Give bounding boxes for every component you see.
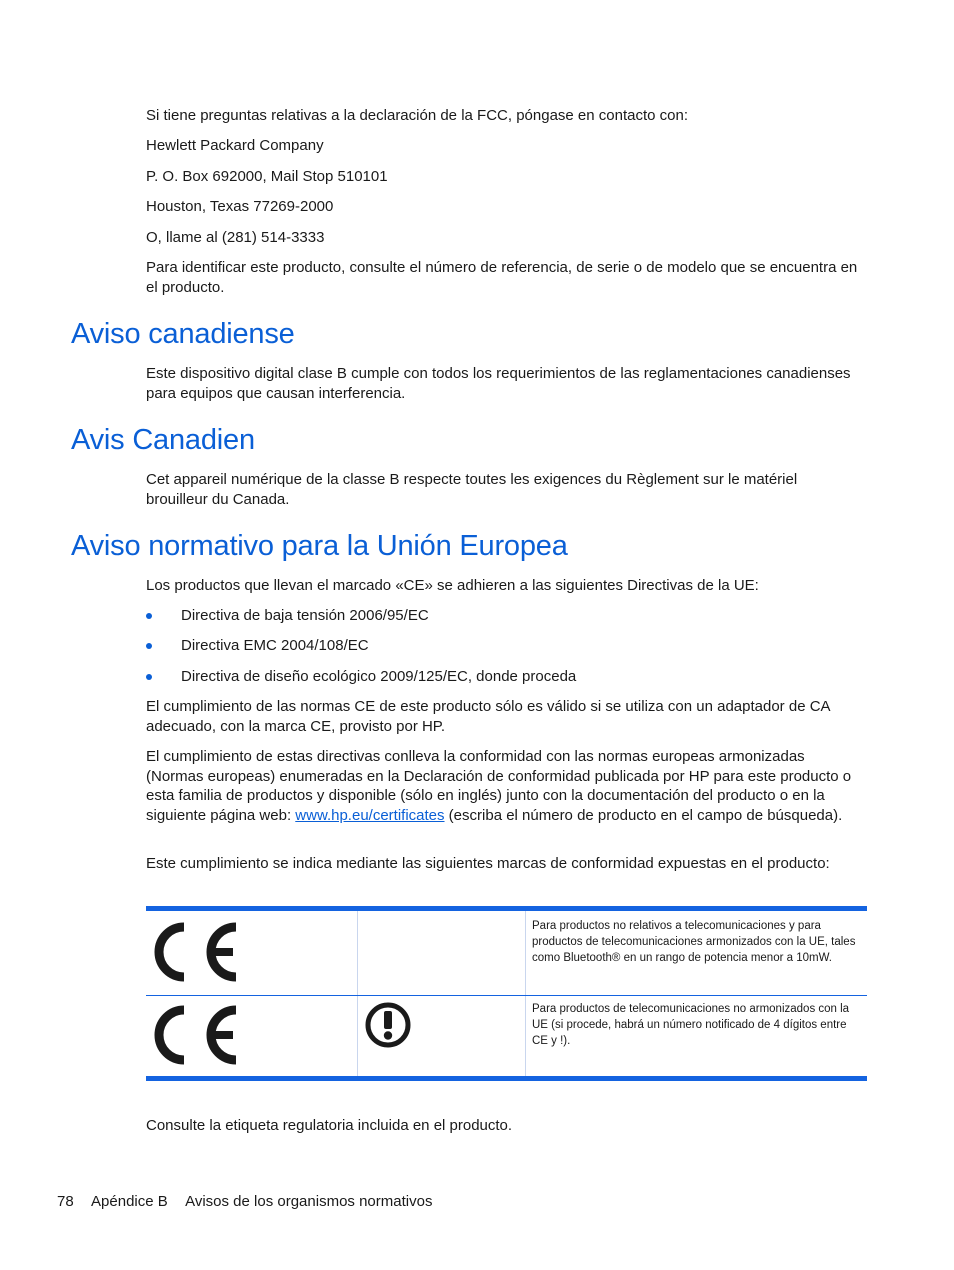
- footer-appendix: Apéndice B: [91, 1193, 168, 1210]
- bullet-icon: [146, 674, 152, 680]
- bullet-icon: [146, 643, 152, 649]
- compliance-text-end: (escriba el número de producto en el campo de búsqueda).: [444, 806, 843, 824]
- table-row-rule: [146, 995, 867, 996]
- heading-aviso-canadiense: Aviso canadiense: [71, 318, 295, 350]
- table-column-divider: [357, 911, 358, 1076]
- canada-es-text: Este dispositivo digital clase B cumple con todos los requerimientos de las reglamentaciones canadienses para equipos que causan interferencia.: [146, 365, 851, 402]
- table-bottom-rule: [146, 1076, 867, 1081]
- fcc-intro: Si tiene preguntas relativas a la declaración de la FCC, póngase en contacto con:: [146, 107, 688, 124]
- table-column-divider: [525, 911, 526, 1076]
- alert-exclamation-icon: [363, 1000, 413, 1055]
- directive-label: Directiva de baja tensión 2006/95/EC: [181, 607, 429, 624]
- fcc-company: Hewlett Packard Company: [146, 137, 324, 154]
- fcc-box: P. O. Box 692000, Mail Stop 510101: [146, 168, 388, 185]
- canada-fr-text: Cet appareil numérique de la classe B respecte toutes les exigences du Règlement sur le matériel brouilleur du Canada.: [146, 471, 798, 508]
- mark-description: Para productos de telecomunicaciones no armonizados con la UE (si procede, habrá un número notificado de 4 dígitos entre CE y !).: [532, 1003, 850, 1047]
- eu-compliance-adapter: El cumplimiento de las normas CE de este producto sólo es válido si se utiliza con un adaptador de CA adecuado, con la marca CE, provisto por HP.: [146, 698, 830, 735]
- certificates-link[interactable]: www.hp.eu/certificates: [295, 806, 445, 824]
- heading-aviso-ue: Aviso normativo para la Unión Europea: [71, 530, 568, 562]
- eu-compliance-text: [146, 747, 858, 825]
- bullet-icon: [146, 613, 152, 619]
- page-number: 78: [57, 1193, 74, 1210]
- eu-label-note: Consulte la etiqueta regulatoria incluida en el producto.: [146, 1117, 513, 1134]
- conformity-marks-table: [146, 906, 867, 1082]
- page-footer: [57, 1192, 446, 1211]
- compliance-text-start: El cumplimiento de estas directivas conlleva la conformidad con las normas europeas armonizadas (Normas europeas) enumeradas en la Declaración de conformidad publicada por HP para este producto o esta familia de productos y disponible (sólo en inglés) junto con la documentación del producto o en la siguiente página web:: [146, 748, 852, 824]
- directive-label: Directiva de diseño ecológico 2009/125/EC, donde proceda: [181, 668, 577, 685]
- fcc-identify: Para identificar este producto, consulte el número de referencia, de serie o de modelo que se encuentra en el producto.: [146, 259, 858, 296]
- table-top-rule: [146, 906, 867, 911]
- fcc-phone: O, llame al (281) 514-3333: [146, 229, 325, 246]
- eu-marks-intro: Este cumplimiento se indica mediante las siguientes marcas de conformidad expuestas en el producto:: [146, 855, 830, 872]
- directive-label: Directiva EMC 2004/108/EC: [181, 637, 369, 654]
- heading-avis-canadien: Avis Canadien: [71, 424, 255, 456]
- eu-intro: Los productos que llevan el marcado «CE» se adhieren a las siguientes Directivas de la UE:: [146, 577, 759, 594]
- fcc-city: Houston, Texas 77269-2000: [146, 198, 334, 215]
- ce-mark-icon: [151, 1002, 241, 1073]
- ce-mark-icon: [151, 919, 241, 990]
- footer-title: Avisos de los organismos normativos: [185, 1193, 433, 1210]
- mark-description: Para productos no relativos a telecomunicaciones y para productos de telecomunicaciones armonizados con la UE, tales como Bluetooth® en un rango de potencia menor a 10mW.: [532, 920, 856, 964]
